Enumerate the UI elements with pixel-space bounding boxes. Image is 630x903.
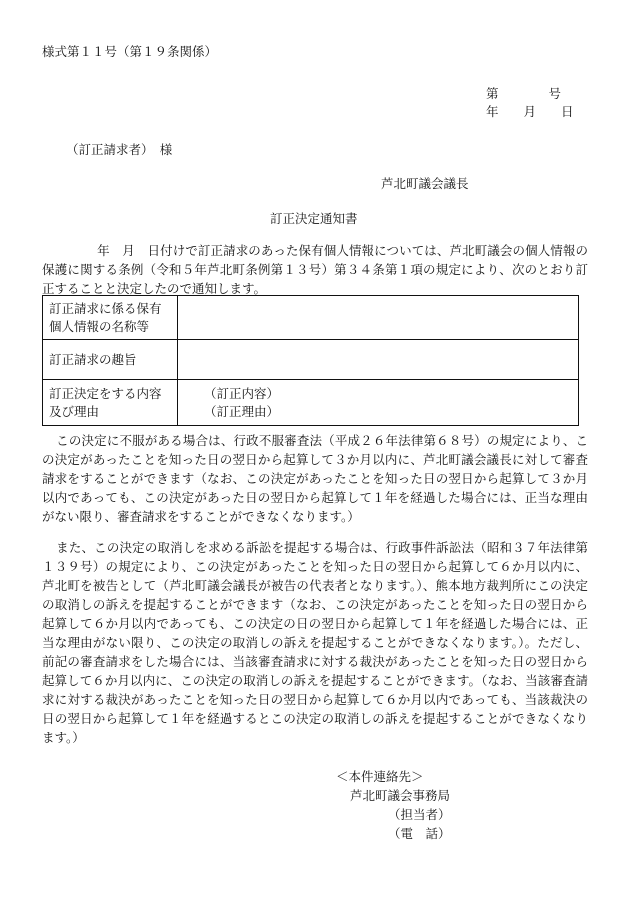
table-row [43, 380, 579, 426]
document-number-label: 第 号 [486, 86, 562, 101]
row1-value [178, 296, 579, 340]
table-row [43, 296, 579, 340]
row1-label-line1: 訂正請求に係る保有 [49, 300, 162, 316]
row3-label [43, 380, 178, 426]
contact-heading: ＜本件連絡先＞ [336, 769, 424, 784]
document-title: 訂正決定通知書 [270, 211, 358, 226]
row1-label-line2: 個人情報の名称等 [49, 318, 150, 334]
addressee: （訂正請求者） 様 [66, 142, 173, 157]
table-row [43, 340, 579, 380]
appeal-notice-text: この決定に不服がある場合は、行政不服審査法（平成２６年法律第６８号）の規定により、この決定があったことを知った日の翌日から起算して３か月以内に、芦北町議会議長に対して審査請求をすることができます（なお、この決定があったことを知った日の翌日から起算して３か月以内であっても、この決定があった日の翌日から起算して１年を経過した場合には、正当な理由がない限り、審査請求をすることができなくなります。） [42, 433, 588, 524]
appeal-notice [42, 431, 588, 526]
lawsuit-notice-text: また、この決定の取消しを求める訴訟を提起する場合は、行政事件訴訟法（昭和３７年法律第１３９号）の規定により、この決定があったことを知った日の翌日から起算して６か月以内に、芦北町を被告として（芦北町議会議長が被告の代表者となります。）、熊本地方裁判所にこの決定の取消しの訴えを提起することができます（なお、この決定があったことを知った日の翌日から起算して６か月以内であっても、この決定の日の翌日から起算して１年を経過した場合には、正当な理由がない限り、この決定の取消しの訴えを提起することができなくなります。）。ただし、前記の審査請求をした場合には、当該審査請求に対する裁決があったことを知った日の翌日から起算して６か月以内に、この決定の取消しの訴えを提起することができます。（なお、当該審査請求に対する裁決があったことを知った日の翌日から起算して６か月以内であっても、当該裁決の日の翌日から起算して１年を経過するとこの決定の取消しの訴えを提起することができなくなります。） [42, 540, 588, 745]
row3-label-line2: 及び理由 [49, 403, 100, 419]
contact-person: （担当者） [388, 807, 451, 822]
row2-value [178, 340, 579, 380]
contact-organization: 芦北町議会事務局 [350, 788, 451, 803]
contact-phone: （電 話） [388, 826, 451, 841]
form-number: 様式第１１号（第１９条関係） [42, 44, 218, 59]
intro-text: 年 月 日付けで訂正請求のあった保有個人情報については、芦北町議会の個人情報の保護に関する条例（令和５年芦北町条例第１３号）第３４条第１項の規定により、次のとおり訂正することと決定したので通知します。 [42, 243, 588, 296]
sender-name: 芦北町議会議長 [381, 176, 469, 191]
correction-table [42, 295, 579, 426]
row2-label-text: 訂正請求の趣旨 [49, 351, 137, 367]
intro-paragraph [42, 241, 588, 298]
row2-label [43, 340, 178, 380]
lawsuit-notice [42, 538, 588, 747]
date-label: 年 月 日 [486, 104, 574, 119]
row3-label-line1: 訂正決定をする内容 [49, 385, 162, 401]
row3-value-line1: （訂正内容） [204, 385, 280, 401]
row1-label [43, 296, 178, 340]
row3-value-line2: （訂正理由） [204, 403, 280, 419]
row3-value [178, 380, 579, 426]
